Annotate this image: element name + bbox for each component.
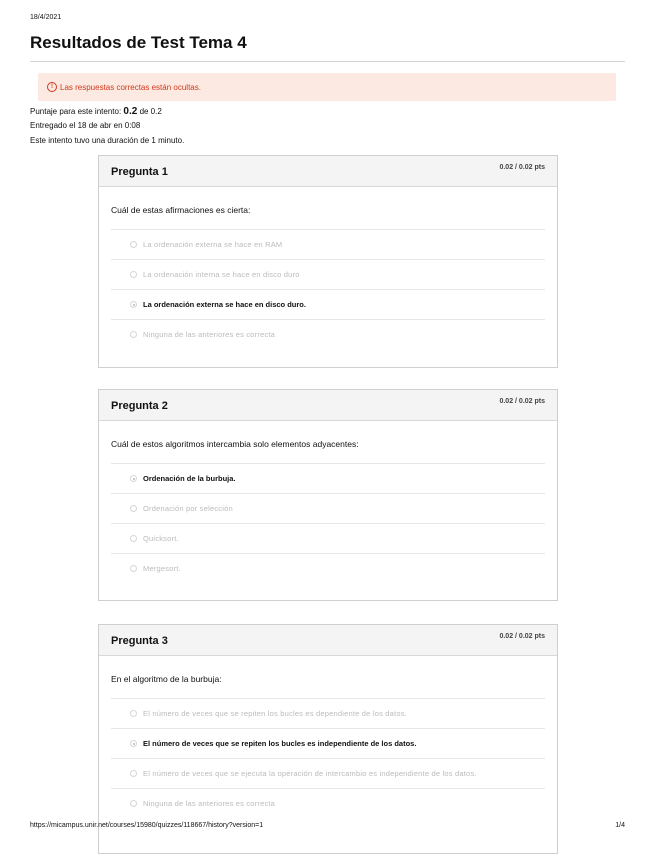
- answer-text: La ordenación interna se hace en disco duro: [143, 270, 300, 279]
- radio-icon: [130, 770, 137, 777]
- answer-option: [111, 493, 545, 523]
- answer-option: [111, 758, 545, 788]
- question-header: [99, 390, 557, 421]
- answer-text: El número de veces que se repiten los bucles es dependiente de los datos.: [143, 709, 407, 718]
- answer-text: Ordenación por selección: [143, 504, 233, 513]
- answer-option: [111, 698, 545, 728]
- radio-icon: [130, 710, 137, 717]
- answer-text: Ordenación de la burbuja.: [143, 474, 236, 483]
- question-points: 0.02 / 0.02 pts: [499, 398, 545, 405]
- score-value: 0.2: [123, 106, 138, 117]
- question-points: 0.02 / 0.02 pts: [499, 633, 545, 640]
- answer-option-selected: [111, 463, 545, 493]
- radio-icon: [130, 331, 137, 338]
- page-number: 1/4: [615, 822, 625, 829]
- question-card: [98, 155, 558, 368]
- attempt-submitted: Entregado el 18 de abr en 0:08: [30, 121, 141, 130]
- question-points: 0.02 / 0.02 pts: [499, 164, 545, 171]
- question-text: En el algoritmo de la burbuja:: [111, 674, 222, 684]
- question-text: Cuál de estos algoritmos intercambia solo elementos adyacentes:: [111, 439, 359, 449]
- radio-selected-icon: [130, 475, 137, 482]
- answer-option: [111, 523, 545, 553]
- answer-option: [111, 229, 545, 259]
- radio-icon: [130, 505, 137, 512]
- answer-list: [111, 229, 545, 349]
- answer-text: Ninguna de las anteriores es correcta: [143, 330, 276, 339]
- alert-circle-icon: !: [47, 82, 57, 92]
- answer-option: [111, 553, 545, 583]
- answer-option: [111, 259, 545, 289]
- question-title: Pregunta 2: [111, 400, 168, 412]
- answer-text: La ordenación externa se hace en disco duro.: [143, 300, 306, 309]
- page-title: Resultados de Test Tema 4: [30, 33, 247, 52]
- attempt-score: [30, 106, 162, 117]
- question-title: Pregunta 1: [111, 166, 168, 178]
- answer-option-selected: [111, 289, 545, 319]
- radio-icon: [130, 565, 137, 572]
- radio-icon: [130, 241, 137, 248]
- attempt-duration: Este intento tuvo una duración de 1 minuto.: [30, 136, 185, 145]
- question-card: [98, 624, 558, 854]
- answer-option: [111, 319, 545, 349]
- answer-option: [111, 788, 545, 818]
- score-label: Puntaje para este intento:: [30, 107, 122, 116]
- answer-option-selected: [111, 728, 545, 758]
- hidden-answers-notice: [38, 73, 616, 101]
- question-card: [98, 389, 558, 601]
- question-text: Cuál de estas afirmaciones es cierta:: [111, 205, 251, 215]
- question-header: [99, 156, 557, 187]
- answer-text: El número de veces que se ejecuta la operación de intercambio es independiente de los datos.: [143, 769, 477, 778]
- radio-icon: [130, 800, 137, 807]
- answer-text: Mergesort.: [143, 564, 181, 573]
- answer-text: El número de veces que se repiten los bucles es independiente de los datos.: [143, 739, 417, 748]
- answer-list: [111, 463, 545, 583]
- radio-selected-icon: [130, 740, 137, 747]
- print-date: 18/4/2021: [30, 14, 62, 21]
- answer-text: Quicksort.: [143, 534, 179, 543]
- footer-url: https://micampus.unir.net/courses/15980/quizzes/118667/history?version=1: [30, 822, 264, 829]
- notice-text: Las respuestas correctas están ocultas.: [60, 82, 201, 92]
- answer-text: Ninguna de las anteriores es correcta: [143, 799, 276, 808]
- radio-selected-icon: [130, 301, 137, 308]
- question-title: Pregunta 3: [111, 635, 168, 647]
- answer-list: [111, 698, 545, 818]
- radio-icon: [130, 535, 137, 542]
- answer-text: La ordenación externa se hace en RAM: [143, 240, 283, 249]
- score-total: de 0.2: [139, 107, 162, 116]
- question-header: [99, 625, 557, 656]
- title-divider: [30, 61, 625, 62]
- radio-icon: [130, 271, 137, 278]
